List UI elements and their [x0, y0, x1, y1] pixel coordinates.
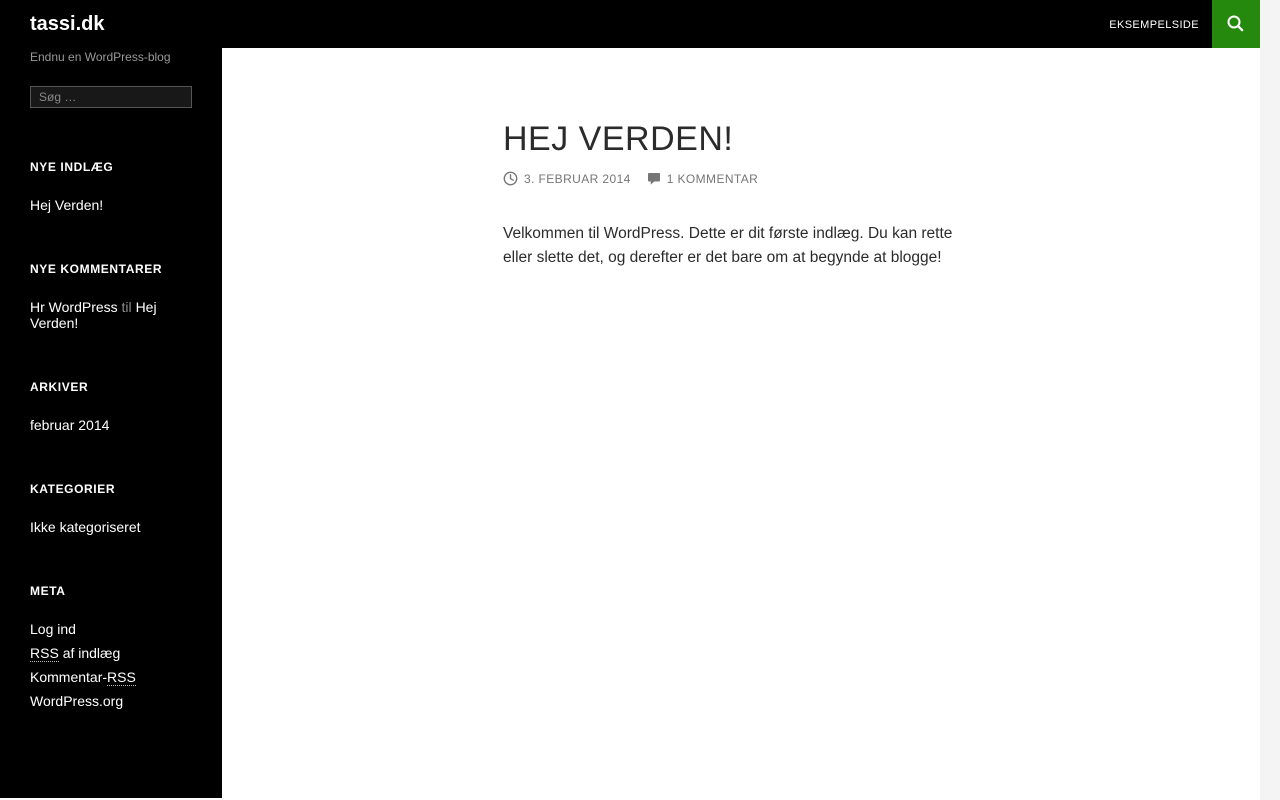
kommentar-rss-link[interactable]	[30, 669, 136, 686]
rss-abbr: RSS	[107, 669, 136, 685]
comment-icon	[647, 172, 667, 186]
site-title-link[interactable]: tassi.dk	[30, 12, 105, 35]
widget-title-archives: ARKIVER	[30, 380, 89, 394]
post-article	[503, 48, 973, 270]
widget-title-meta: META	[30, 584, 66, 598]
rss-abbr: RSS	[30, 645, 59, 661]
widget-recent-comments	[30, 262, 192, 331]
archive-link[interactable]: februar 2014	[30, 417, 110, 433]
widget-title-categories: KATEGORIER	[30, 482, 116, 496]
site-header	[0, 0, 1260, 48]
widget-title-recent-comments: NYE KOMMENTARER	[30, 262, 163, 276]
clock-icon	[503, 171, 524, 186]
search-icon	[1225, 13, 1247, 35]
post-date-link[interactable]	[503, 171, 631, 186]
widget-archives	[30, 380, 192, 433]
log-ind-link[interactable]: Log ind	[30, 621, 76, 637]
sidebar	[0, 48, 222, 798]
list-item	[30, 693, 192, 709]
post-comments-text: 1 KOMMENTAR	[666, 171, 759, 186]
search-toggle-button[interactable]	[1212, 0, 1260, 48]
post-comments-link[interactable]	[647, 172, 759, 186]
list-item	[30, 417, 192, 433]
list-item	[30, 197, 192, 213]
list-item	[30, 621, 192, 637]
rss-suffix: af indlæg	[62, 645, 121, 661]
widget-meta	[30, 584, 192, 709]
post-meta	[503, 171, 973, 186]
comment-post-link[interactable]: Hej Verden!	[30, 299, 157, 331]
comment-author-link[interactable]: Hr WordPress	[30, 299, 118, 315]
primary-nav	[1109, 15, 1212, 33]
list-item	[30, 519, 192, 535]
widget-categories	[30, 482, 192, 535]
list-item	[30, 669, 192, 685]
widget-title-recent-posts: NYE INDLÆG	[30, 160, 114, 174]
rss-indlaeg-link[interactable]	[30, 645, 120, 662]
wordpress-org-link[interactable]: WordPress.org	[30, 693, 124, 709]
site-tagline: Endnu en WordPress-blog	[30, 50, 171, 64]
kommentar-prefix: Kommentar-	[30, 669, 108, 685]
post-body: Velkommen til WordPress. Dette er dit første indlæg. Du kan rette eller slette det, og derefter er det bare om at begynde at blogge!	[503, 225, 953, 266]
widget-recent-posts	[30, 160, 192, 213]
category-link[interactable]: Ikke kategoriseret	[30, 519, 141, 535]
recent-post-link[interactable]: Hej Verden!	[30, 197, 104, 213]
comment-connector: til	[121, 299, 132, 315]
list-item	[30, 645, 192, 661]
recent-comment-item	[30, 299, 192, 331]
post-title[interactable]: HEJ VERDEN!	[503, 120, 734, 158]
nav-item-eksempelside[interactable]: EKSEMPELSIDE	[1109, 19, 1199, 31]
sidebar-search-input[interactable]	[30, 86, 192, 108]
post-date-text: 3. FEBRUAR 2014	[524, 171, 631, 186]
